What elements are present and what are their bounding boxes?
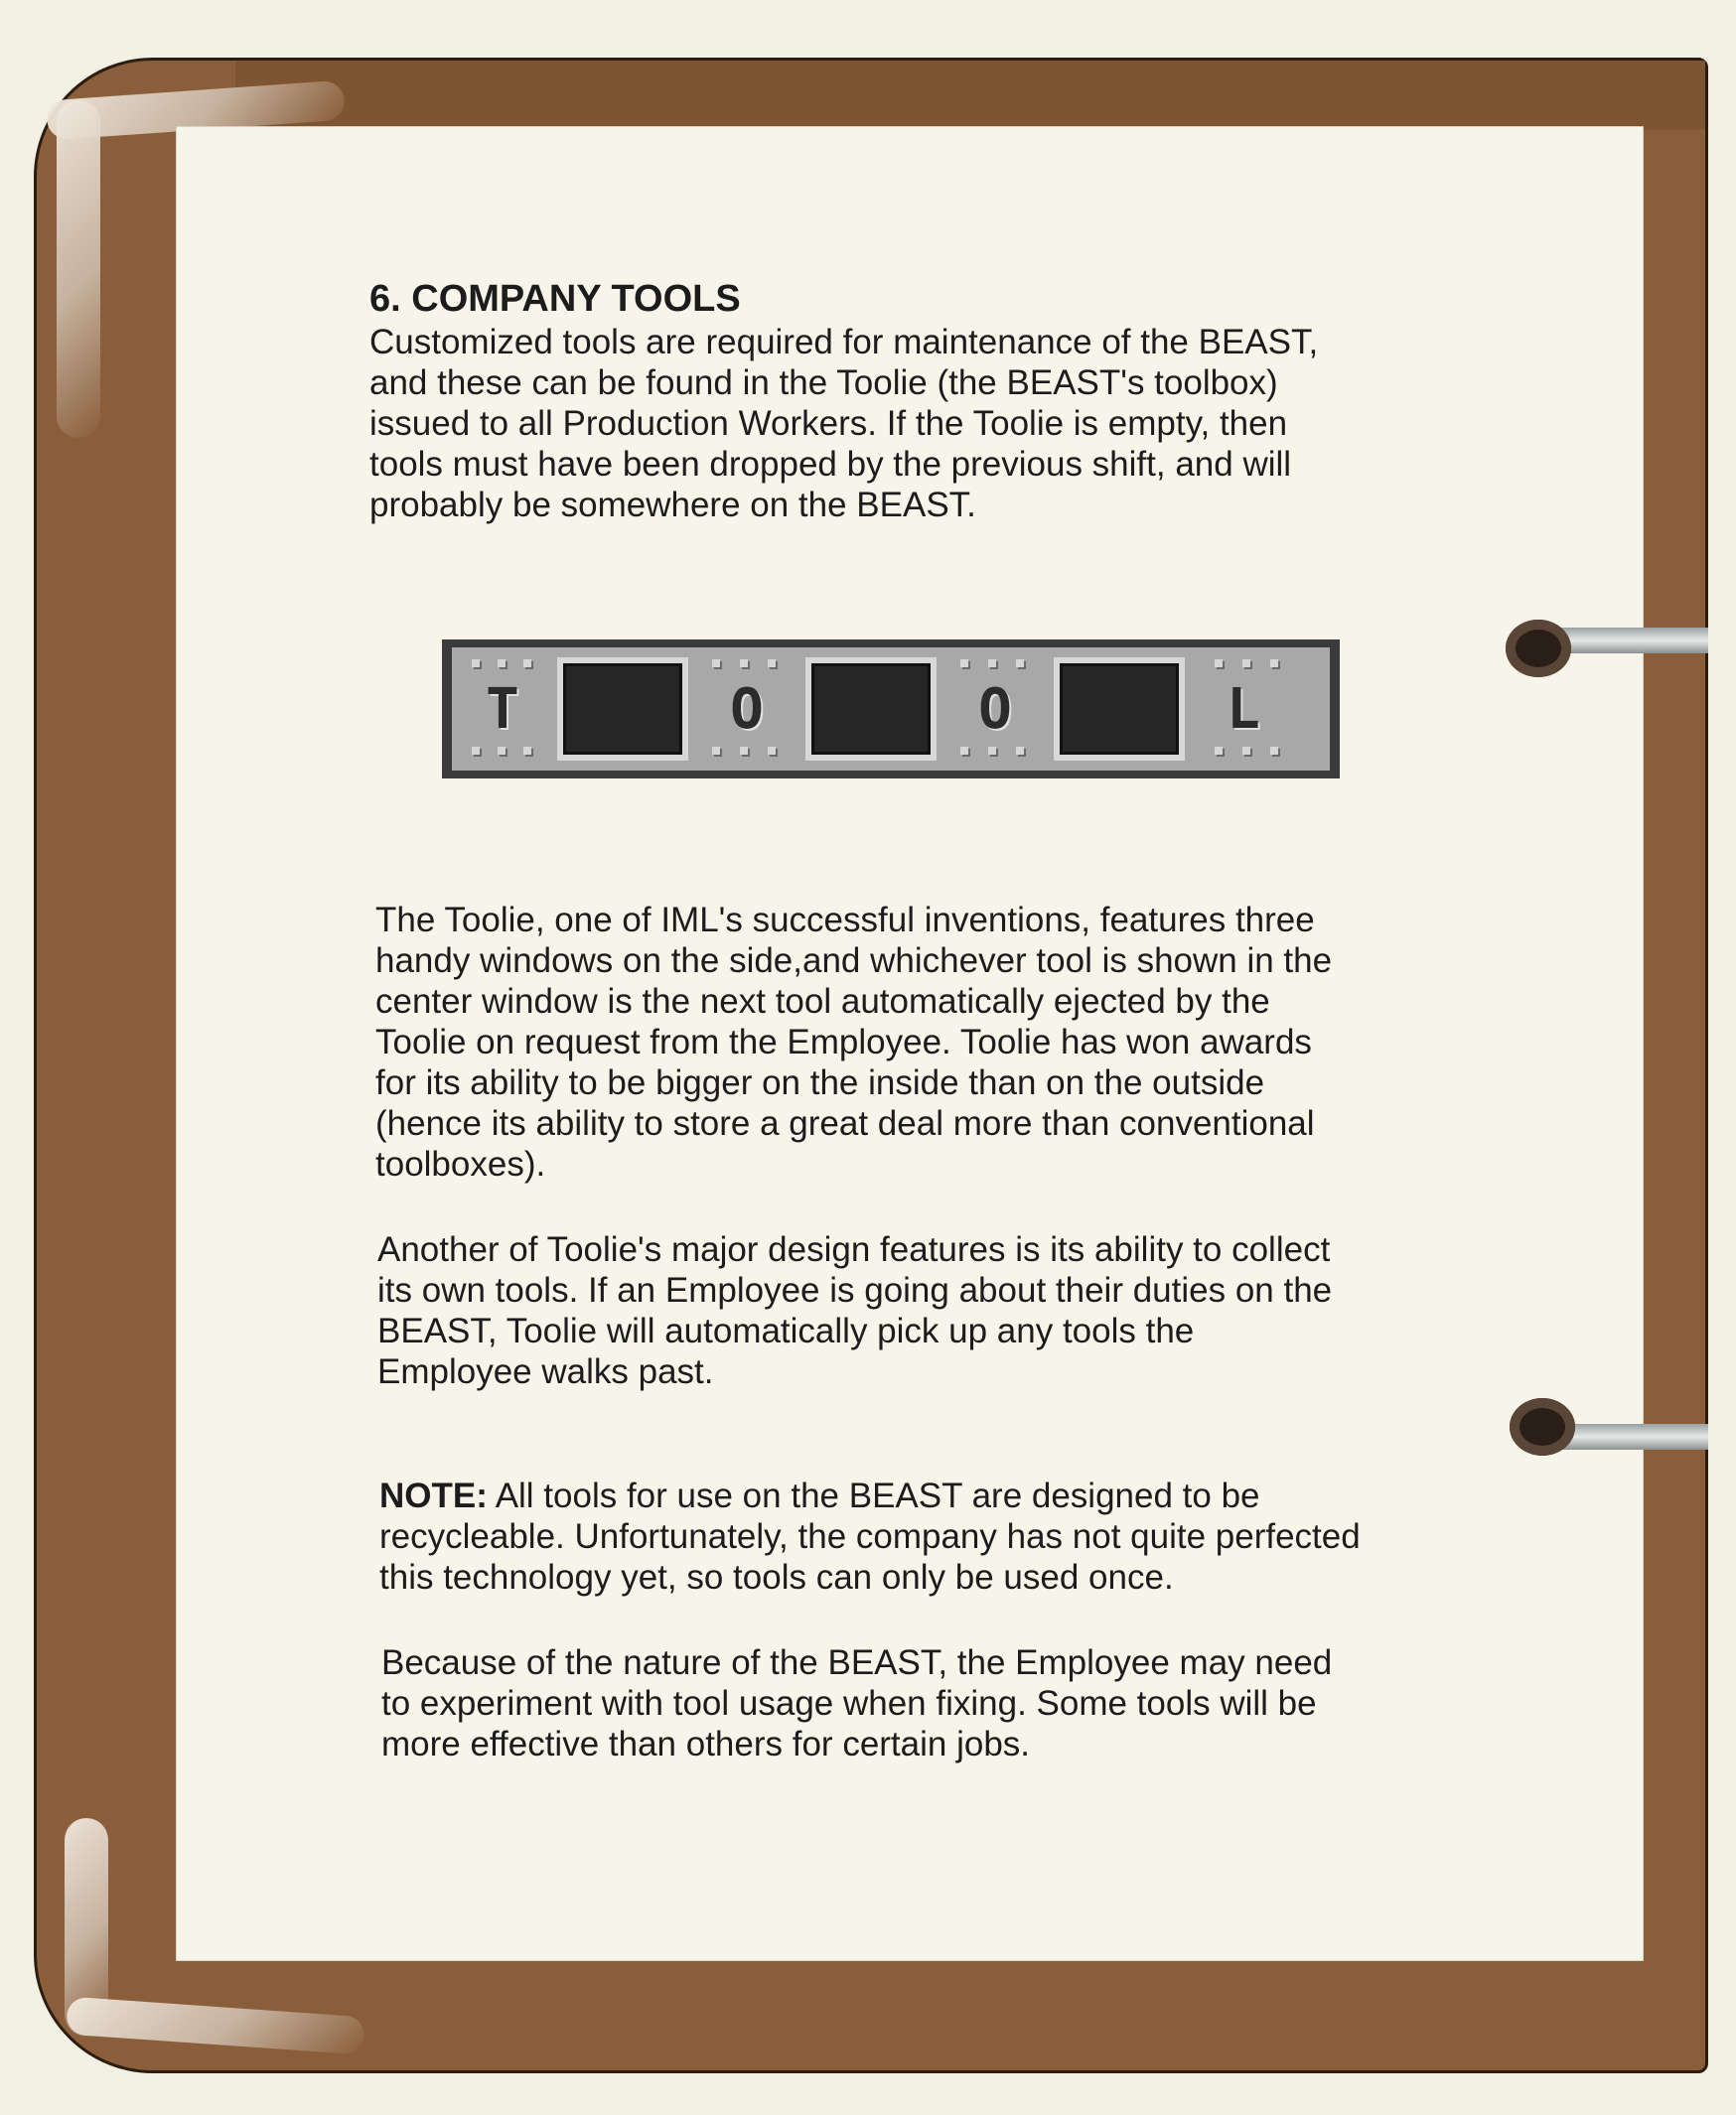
toolie-window-right <box>1054 657 1185 761</box>
note-label: NOTE: <box>379 1477 488 1515</box>
binder-top-strip <box>235 61 1705 130</box>
description-line: The Toolie, one of IML's successful inventions, features three <box>375 901 1315 939</box>
rivet <box>712 659 720 667</box>
experiment-line: Because of the nature of the BEAST, the Employee may need <box>381 1643 1333 1682</box>
rivet <box>960 659 968 667</box>
intro-line: issued to all Production Workers. If the Toolie is empty, then <box>369 404 1288 443</box>
rivet <box>712 747 720 755</box>
collect-line: its own tools. If an Employee is going about their duties on the <box>377 1271 1333 1310</box>
rivet <box>1215 659 1223 667</box>
description-line: center window is the next tool automatically ejected by the <box>375 982 1270 1021</box>
intro-line: tools must have been dropped by the previous shift, and will <box>369 445 1292 484</box>
rivet <box>988 659 996 667</box>
window-fill <box>1060 663 1179 755</box>
toolie-description <box>375 900 1498 1185</box>
collect-line: Employee walks past. <box>377 1352 714 1391</box>
experiment-paragraph <box>381 1642 1504 1764</box>
experiment-line: more effective than others for certain jobs. <box>381 1725 1031 1763</box>
rivet <box>1270 659 1278 667</box>
rivet <box>498 747 506 755</box>
description-line: handy windows on the side,and whichever tool is shown in the <box>375 941 1333 980</box>
toolie-toolbox-graphic <box>442 639 1340 778</box>
rivet <box>768 659 776 667</box>
ring-hole-top <box>1506 620 1571 677</box>
collect-line: Another of Toolie's major design features is its ability to collect <box>377 1230 1331 1269</box>
intro-line: and these can be found in the Toolie (the BEAST's toolbox) <box>369 363 1278 402</box>
description-line: Toolie on request from the Employee. Toolie has won awards <box>375 1023 1312 1061</box>
experiment-line: to experiment with tool usage when fixing. Some tools will be <box>381 1684 1317 1723</box>
note-line: recycleable. Unfortunately, the company has not quite perfected <box>379 1517 1361 1556</box>
rivet <box>1242 747 1250 755</box>
note-line: All tools for use on the BEAST are designed to be <box>495 1477 1260 1515</box>
rivet <box>1215 747 1223 755</box>
rivet <box>740 747 748 755</box>
rivet <box>1270 747 1278 755</box>
rivet <box>1016 659 1024 667</box>
window-fill <box>811 663 931 755</box>
section-heading: 6. COMPANY TOOLS <box>369 278 741 320</box>
rivet <box>472 747 480 755</box>
corner-guard-bottom-left <box>66 1997 365 2055</box>
section-intro <box>369 276 1492 525</box>
toolie-letter-o: O <box>978 676 1012 742</box>
corner-guard-top-left-vertical <box>57 100 100 438</box>
intro-line: probably be somewhere on the BEAST. <box>369 486 976 524</box>
collect-paragraph <box>377 1229 1500 1392</box>
rivet <box>498 659 506 667</box>
toolie-letter-o: O <box>730 676 764 742</box>
toolie-window-left <box>557 657 688 761</box>
note-line: this technology yet, so tools can only be used once. <box>379 1558 1174 1597</box>
rivet <box>1016 747 1024 755</box>
ring-hole-bottom <box>1510 1398 1575 1456</box>
toolie-window-center <box>805 657 937 761</box>
toolie-letter-l: L <box>1227 676 1260 742</box>
rivet <box>1242 659 1250 667</box>
description-line: toolboxes). <box>375 1145 546 1184</box>
rivet <box>523 747 531 755</box>
rivet <box>960 747 968 755</box>
intro-line: Customized tools are required for maintenance of the BEAST, <box>369 323 1319 361</box>
window-fill <box>563 663 682 755</box>
toolie-panel <box>452 647 1330 771</box>
toolie-letter-t: T <box>486 676 519 742</box>
rivet <box>472 659 480 667</box>
description-line: (hence its ability to store a great deal more than conventional <box>375 1104 1315 1143</box>
collect-line: BEAST, Toolie will automatically pick up any tools the <box>377 1312 1195 1350</box>
description-line: for its ability to be bigger on the inside than on the outside <box>375 1063 1265 1102</box>
rivet <box>740 659 748 667</box>
rivet <box>523 659 531 667</box>
rivet <box>768 747 776 755</box>
note-paragraph <box>379 1476 1502 1598</box>
rivet <box>988 747 996 755</box>
note-line-first <box>379 1476 1502 1516</box>
